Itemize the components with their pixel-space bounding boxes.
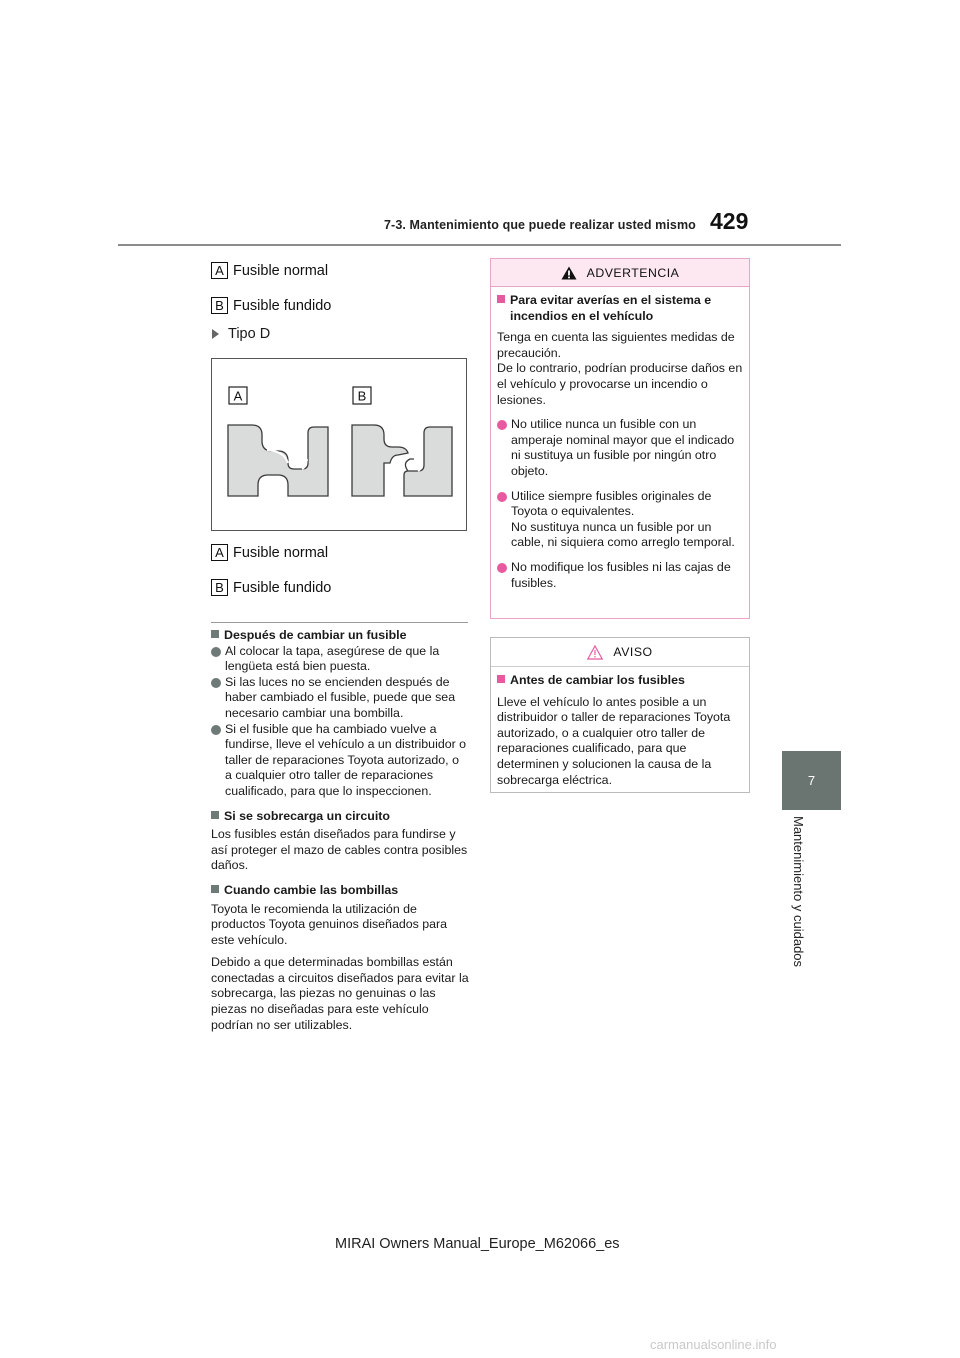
legend-item-a-2 [211, 544, 328, 561]
circle-bullet-icon [211, 678, 221, 688]
fuse-illustration [211, 358, 467, 531]
list-item: No utilice nunca un fusible con un amperaje nominal mayor que el indicado ni sustituya un fusible por ningún otro objeto. [497, 417, 743, 479]
circle-bullet-icon [211, 725, 221, 735]
subheading-after-change: Después de cambiar un fusible [211, 628, 469, 644]
paragraph: De lo contrario, podrían producirse daños en el vehículo y provocarse un incendio o lesiones. [497, 361, 743, 407]
paragraph: Tenga en cuenta las siguientes medidas de precaución. [497, 330, 735, 360]
notice-header: AVISO [491, 638, 749, 667]
circle-bullet-icon [211, 647, 221, 657]
legend-letter-box: A [211, 544, 228, 561]
square-bullet-icon [497, 675, 505, 683]
triangle-bullet-icon [212, 329, 219, 339]
warning-triangle-icon [561, 266, 577, 280]
list-item: No modifique los fusibles ni las cajas de fusibles. [497, 560, 743, 591]
legend-text: Fusible normal [233, 262, 329, 279]
legend-text: Fusible fundido [233, 579, 332, 596]
square-bullet-icon [211, 885, 219, 893]
page-number: 429 [710, 208, 749, 234]
list-item: Si las luces no se encienden después de haber cambiado el fusible, puede que sea necesario cambiar una bombilla. [211, 675, 469, 722]
notice-body [491, 667, 749, 788]
header-divider [118, 244, 841, 246]
warning-subheading: Para evitar averías en el sistema e incendios en el vehículo [497, 293, 743, 324]
watermark: carmanualsonline.info [650, 1337, 777, 1352]
circle-bullet-icon [497, 420, 507, 430]
square-bullet-icon [211, 811, 219, 819]
legend-item-b [211, 297, 331, 314]
chapter-title: Mantenimiento y cuidados [791, 816, 806, 968]
legend-letter-box: B [211, 297, 228, 314]
circle-bullet-icon [497, 563, 507, 573]
figure-label-b: B [357, 388, 367, 404]
normal-fuse-shape [228, 425, 328, 496]
warning-box [490, 258, 750, 619]
square-bullet-icon [211, 630, 219, 638]
fuse-diagram [212, 359, 466, 530]
section-title: 7-3. Mantenimiento que puede realizar usted mismo [384, 218, 696, 232]
caution-triangle-icon [587, 645, 603, 660]
notes-column [211, 628, 469, 1033]
square-bullet-icon [497, 295, 505, 303]
list-item: Utilice siempre fusibles originales de Toyota o equivalentes. No sustituya nunca un fusible por un cable, ni siquiera como arreglo temporal. [497, 489, 743, 551]
notice-subheading: Antes de cambiar los fusibles [497, 673, 743, 689]
chapter-number: 7 [807, 773, 816, 788]
paragraph: Lleve el vehículo lo antes posible a un distribuidor o taller de reparaciones Toyota autorizado, o a cualquier otro taller de reparaciones cualificado, para que determinen y solucionen la causa de la sobrecarga eléctrica. [497, 694, 731, 787]
footer-manual-id: MIRAI Owners Manual_Europe_M62066_es [335, 1236, 620, 1252]
notice-box [490, 637, 750, 793]
legend-text: Fusible normal [233, 544, 329, 561]
subheading-overload: Si se sobrecarga un circuito [211, 809, 469, 825]
paragraph: Los fusibles están diseñados para fundirse y así proteger el mazo de cables contra posibles daños. [211, 827, 468, 873]
subheading-bulbs: Cuando cambie las bombillas [211, 883, 469, 899]
type-d-heading: Tipo D [212, 326, 270, 342]
legend-letter-box: A [211, 262, 228, 279]
warning-header: ADVERTENCIA [491, 259, 749, 287]
list-item: Al colocar la tapa, asegúrese de que la lengüeta está bien puesta. [211, 644, 469, 675]
list-item: Si el fusible que ha cambiado vuelve a fundirse, lleve el vehículo a un distribuidor o taller de reparaciones Toyota autorizado, o a cualquier otro taller de reparaciones cualificado, para que lo inspeccionen. [211, 722, 469, 800]
legend-item-b-2 [211, 579, 331, 596]
blown-fuse-right-shape [404, 427, 452, 496]
legend-letter-box: B [211, 579, 228, 596]
figure-label-a: A [233, 388, 243, 404]
warning-body [491, 287, 749, 591]
paragraph: Debido a que determinadas bombillas están conectadas a circuitos diseñados para evitar la sobrecarga, las piezas no genuinas o las piezas no diseñadas para este vehículo podrían no ser utilizables. [211, 955, 469, 1032]
blown-fuse-shape [352, 425, 408, 496]
section-divider [211, 622, 468, 623]
legend-text: Fusible fundido [233, 297, 332, 314]
legend-item-a [211, 262, 328, 279]
chapter-tab [782, 751, 841, 810]
circle-bullet-icon [497, 492, 507, 502]
paragraph: Toyota le recomienda la utilización de productos Toyota genuinos diseñados para este vehículo. [211, 901, 448, 947]
